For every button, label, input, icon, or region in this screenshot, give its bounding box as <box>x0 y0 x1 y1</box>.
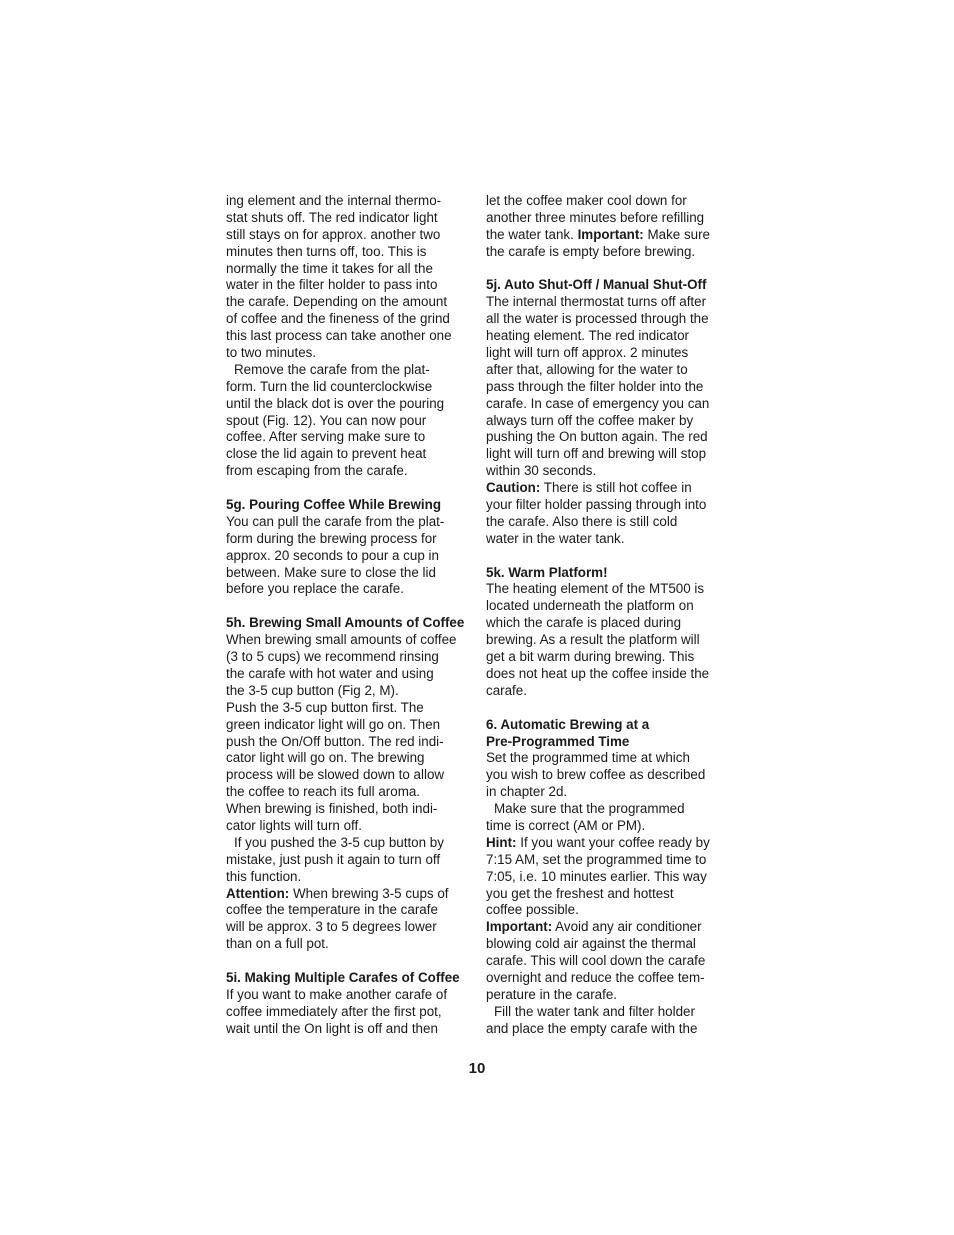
hint-label: Hint: <box>486 834 517 850</box>
text-line: 7:05, i.e. 10 minutes earlier. This way <box>486 868 707 884</box>
text-line: process will be slowed down to allow <box>226 767 445 783</box>
spacer <box>486 548 736 565</box>
text-line: coffee the temperature in the carafe <box>226 902 438 918</box>
text-line: let the coffee maker cool down for <box>486 193 687 208</box>
text-line: carafe. This will cool down the carafe <box>486 953 706 969</box>
spacer <box>226 953 476 970</box>
text-line: cator lights will turn off. <box>226 817 362 833</box>
section-heading-5h: 5h. Brewing Small Amounts of Coffee <box>226 615 465 631</box>
text-line: 7:15 AM, set the programmed time to <box>486 851 707 867</box>
spacer <box>486 700 736 717</box>
text-line: than on a full pot. <box>226 936 329 952</box>
text-line: of coffee and the fineness of the grind <box>226 311 450 327</box>
text-line: carafe. <box>486 682 527 698</box>
text-line: you get the freshest and hottest <box>486 885 674 901</box>
text-line: the 3-5 cup button (Fig 2, M). <box>226 682 399 698</box>
text-line: The internal thermostat turns off after <box>486 294 707 310</box>
text-line: pushing the On button again. The red <box>486 429 708 445</box>
text-line: close the lid again to prevent heat <box>226 446 427 462</box>
text-line: green indicator light will go on. Then <box>226 716 441 732</box>
text-line: When brewing is finished, both indi- <box>226 801 438 817</box>
section-heading-5k: 5k. Warm Platform! <box>486 564 608 580</box>
text-line: to two minutes. <box>226 345 317 361</box>
attention-text: When brewing 3-5 cups of <box>289 885 449 901</box>
text-line: light will turn off approx. 2 minutes <box>486 345 689 361</box>
text-line: you wish to brew coffee as described <box>486 767 706 783</box>
text-line: this last process can take another one <box>226 328 452 344</box>
text-line: another three minutes before refilling <box>486 209 705 225</box>
text-line: water in the filter holder to pass into <box>226 277 438 293</box>
text-line: Push the 3-5 cup button first. The <box>226 699 424 715</box>
text-line: push the On/Off button. The red indi- <box>226 733 444 749</box>
text-fragment: Make sure <box>643 226 710 242</box>
text-line: carafe. In case of emergency you can <box>486 395 710 411</box>
text-line: coffee possible. <box>486 902 579 918</box>
important-label: Important: <box>486 919 553 935</box>
text-line: until the black dot is over the pouring <box>226 395 445 411</box>
text-line: the carafe. Depending on the amount <box>226 294 448 310</box>
text-line: located underneath the platform on <box>486 598 694 614</box>
text-line: minutes then turns off, too. This is <box>226 243 427 259</box>
section-heading-5j: 5j. Auto Shut-Off / Manual Shut-Off <box>486 277 707 293</box>
text-line: Fill the water tank and filter holder <box>494 1003 695 1019</box>
spacer <box>486 261 736 278</box>
text-line: before you replace the carafe. <box>226 581 404 597</box>
right-column <box>486 193 736 1038</box>
text-line: If you pushed the 3-5 cup button by <box>234 834 444 850</box>
text-line: heating element. The red indicator <box>486 328 689 344</box>
left-column <box>226 193 476 1038</box>
text-line: always turn off the coffee maker by <box>486 412 694 428</box>
text-line: When brewing small amounts of coffee <box>226 632 457 648</box>
text-line: spout (Fig. 12). You can now pour <box>226 412 427 428</box>
text-line: stat shuts off. The red indicator light <box>226 209 438 225</box>
text-line: blowing cold air against the thermal <box>486 936 696 952</box>
text-line: and place the empty carafe with the <box>486 1020 698 1036</box>
text-line: form. Turn the lid counterclockwise <box>226 378 433 394</box>
text-line: wait until the On light is off and then <box>226 1020 438 1036</box>
text-line: the carafe with hot water and using <box>226 665 434 681</box>
important-text: Avoid any air conditioner <box>552 919 702 935</box>
caution-line <box>486 480 736 497</box>
text-line: The heating element of the MT500 is <box>486 581 705 597</box>
attention-label: Attention: <box>226 885 290 901</box>
spacer <box>226 480 476 497</box>
text-line: water in the water tank. <box>486 530 625 546</box>
text-line: If you want to make another carafe of <box>226 986 448 1002</box>
text-line: Remove the carafe from the plat- <box>234 361 430 377</box>
section-heading-5g: 5g. Pouring Coffee While Brewing <box>226 497 442 513</box>
important-line <box>486 919 736 936</box>
text-line: brewing. As a result the platform will <box>486 632 700 648</box>
text-line: Make sure that the programmed <box>494 801 685 817</box>
important-label: Important: <box>577 226 644 242</box>
text-line: form during the brewing process for <box>226 530 437 546</box>
section-heading-6-cont: Pre-Programmed Time <box>486 733 630 749</box>
text-line: from escaping from the carafe. <box>226 463 408 479</box>
text-line: the carafe is empty before brewing. <box>486 243 696 259</box>
hint-text: If you want your coffee ready by <box>516 834 710 850</box>
text-line: You can pull the carafe from the plat- <box>226 513 445 529</box>
text-line: mistake, just push it again to turn off <box>226 851 441 867</box>
text-line: which the carafe is placed during <box>486 615 682 631</box>
caution-label: Caution: <box>486 480 541 496</box>
text-line: still stays on for approx. another two <box>226 226 441 242</box>
section-heading-5i: 5i. Making Multiple Carafes of Coffee <box>226 969 460 985</box>
text-line: time is correct (AM or PM). <box>486 817 646 833</box>
text-line: coffee immediately after the first pot, <box>226 1003 442 1019</box>
text-line: this function. <box>226 868 302 884</box>
text-line: the coffee to reach its full aroma. <box>226 784 421 800</box>
text-line: within 30 seconds. <box>486 463 597 479</box>
text-line: Set the programmed time at which <box>486 750 690 766</box>
page-number: 10 <box>468 1060 486 1077</box>
text-line: perature in the carafe. <box>486 986 618 1002</box>
text-line: coffee. After serving make sure to <box>226 429 426 445</box>
text-fragment: the water tank. <box>486 226 578 242</box>
text-line: will be approx. 3 to 5 degrees lower <box>226 919 437 935</box>
text-line: overnight and reduce the coffee tem- <box>486 969 705 985</box>
text-line: light will turn off and brewing will stop <box>486 446 707 462</box>
text-line: cator light will go on. The brewing <box>226 750 425 766</box>
hint-line <box>486 835 736 852</box>
text-line: the carafe. Also there is still cold <box>486 513 678 529</box>
section-heading-6: 6. Automatic Brewing at a <box>486 716 650 732</box>
spacer <box>226 598 476 615</box>
text-line: after that, allowing for the water to <box>486 361 688 377</box>
text-line: normally the time it takes for all the <box>226 260 433 276</box>
text-line: does not heat up the coffee inside the <box>486 665 710 681</box>
attention-line <box>226 886 476 903</box>
text-line: in chapter 2d. <box>486 784 568 800</box>
text-line: pass through the filter holder into the <box>486 378 704 394</box>
text-line: all the water is processed through the <box>486 311 709 327</box>
text-line: get a bit warm during brewing. This <box>486 649 695 665</box>
text-line: approx. 20 seconds to pour a cup in <box>226 547 439 563</box>
text-line: between. Make sure to close the lid <box>226 564 436 580</box>
text-line: your filter holder passing through into <box>486 497 707 513</box>
text-line: ing element and the internal thermo- <box>226 193 442 208</box>
text-line: (3 to 5 cups) we recommend rinsing <box>226 649 439 665</box>
caution-text: There is still hot coffee in <box>540 480 692 496</box>
important-line <box>486 227 736 244</box>
